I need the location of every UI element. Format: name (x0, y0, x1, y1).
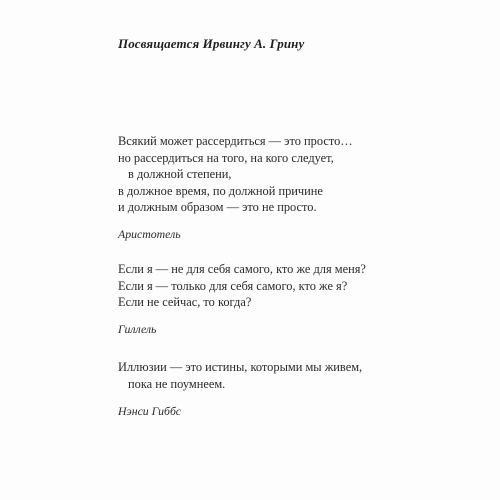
epigraph-line: в должной степени, (128, 167, 232, 182)
epigraph-author: Аристотель (118, 226, 181, 241)
epigraph-line: в должное время, по должной причине (118, 183, 323, 198)
epigraph-author: Нэнси Гиббс (118, 404, 181, 419)
epigraph-line: Если я — только для себя самого, кто же я? (118, 278, 348, 293)
epigraph-hillel (118, 261, 366, 337)
epigraph-line: пока не поумнеем. (128, 376, 226, 391)
epigraph-aristotle (118, 133, 353, 243)
epigraph-line: Всякий может рассердиться — это просто… (118, 134, 353, 148)
dedication-heading: Посвящается Ирвингу А. Грину (118, 36, 305, 51)
epigraph-line: Если я — не для себя самого, кто же для меня? (118, 262, 366, 276)
epigraph-gibbs (118, 359, 362, 420)
epigraph-line: но рассердиться на того, на кого следует, (118, 150, 334, 165)
epigraph-line: Иллюзии — это истины, которыми мы живем, (118, 360, 363, 374)
epigraph-author: Гиллель (118, 321, 157, 336)
epigraph-line: Если не сейчас, то когда? (118, 295, 252, 310)
epigraph-line: и должным образом — это не просто. (118, 200, 317, 215)
